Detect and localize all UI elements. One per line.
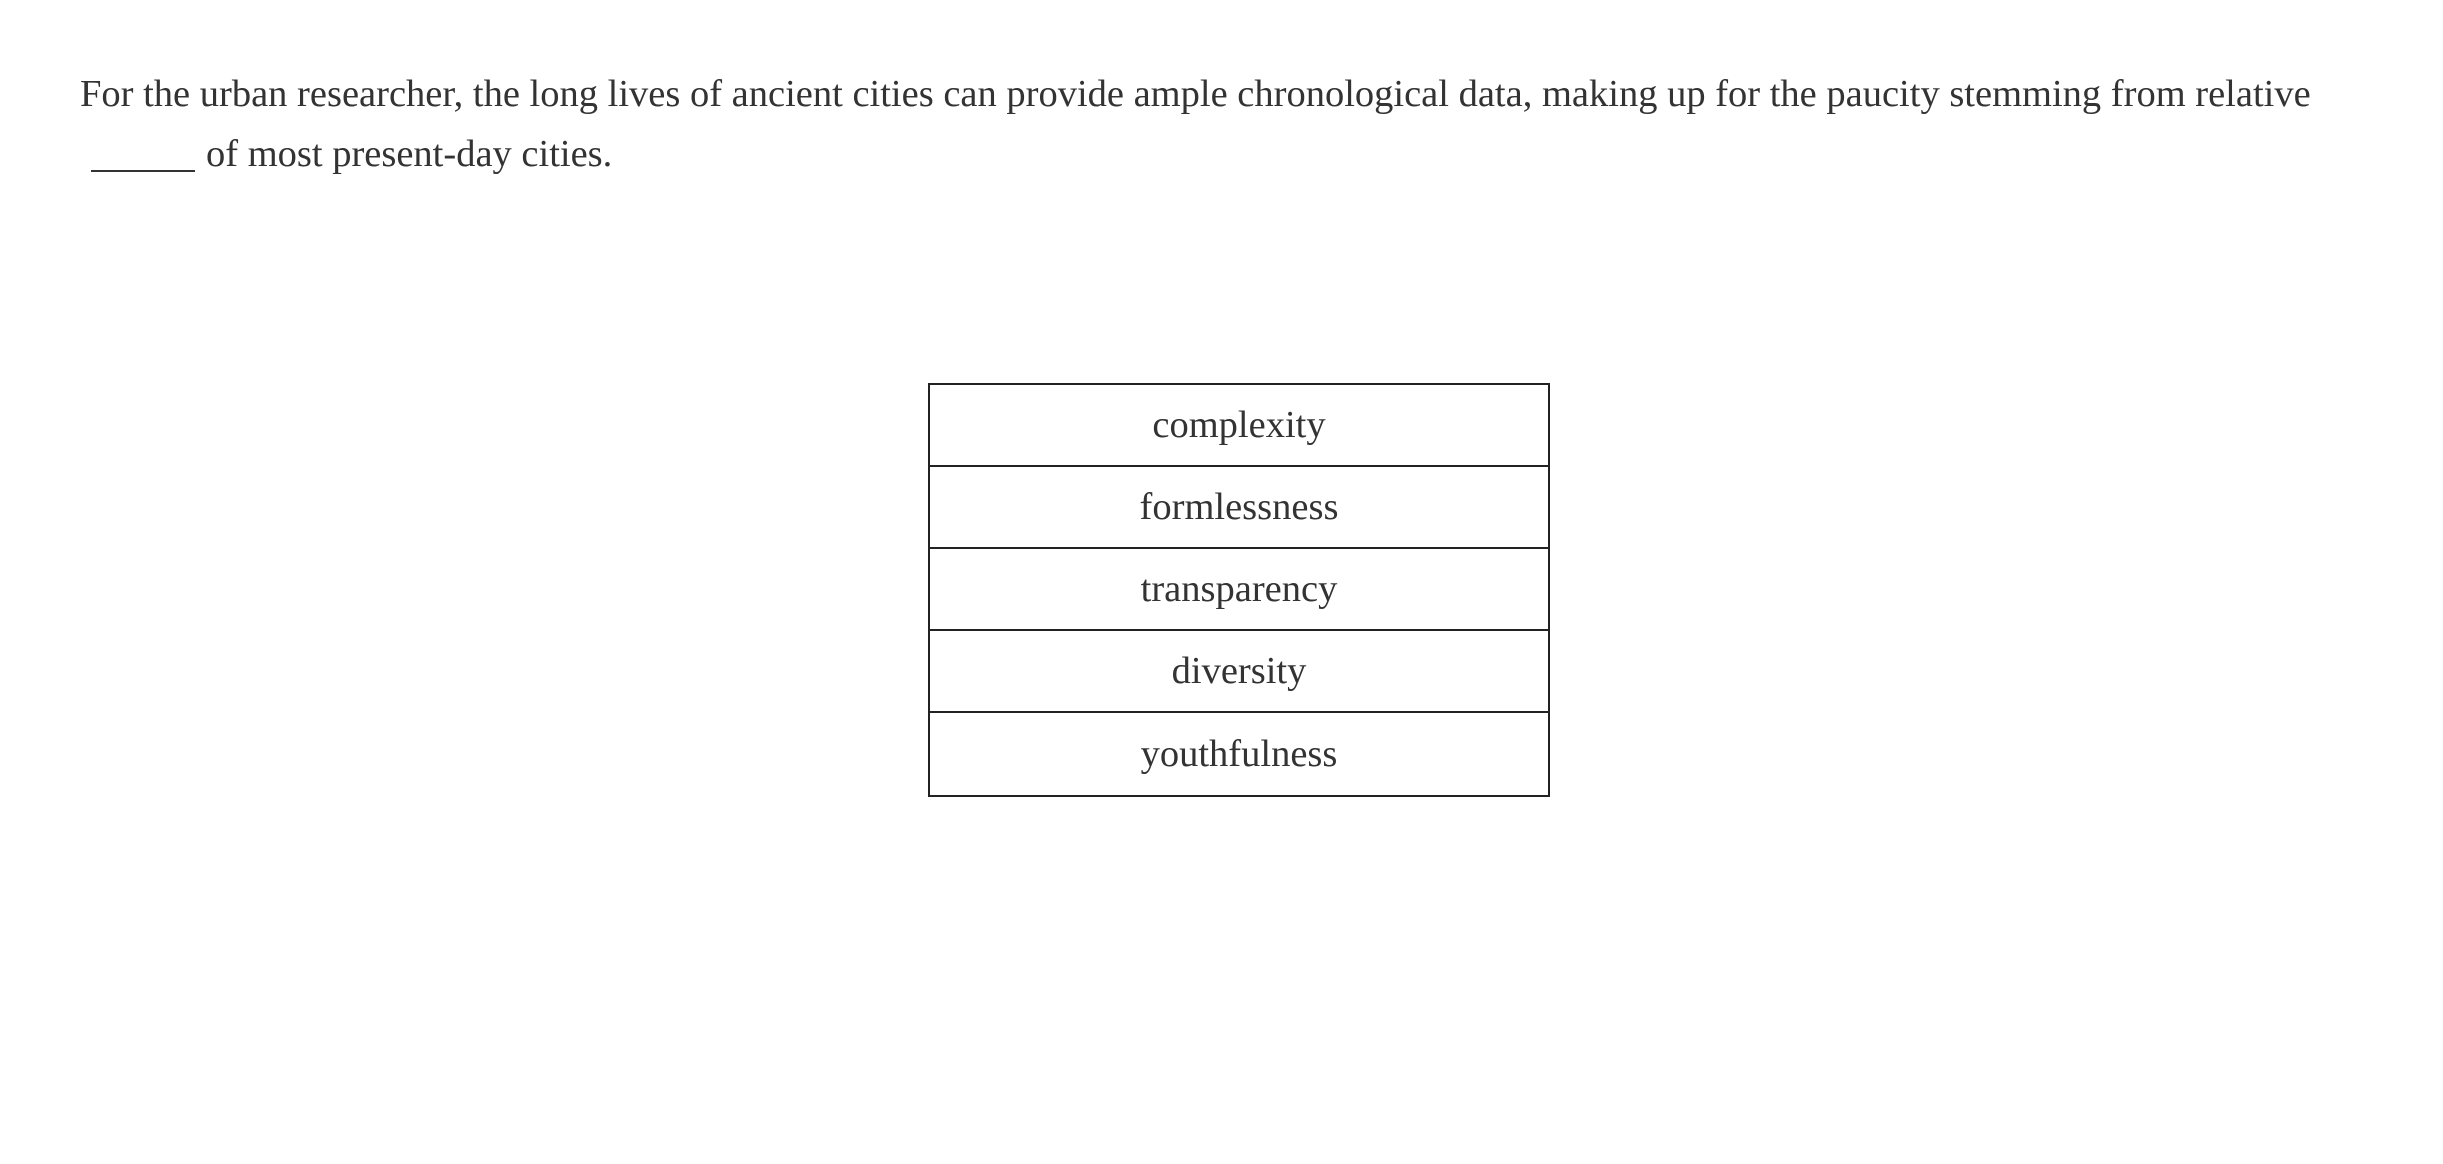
question-text: [80, 64, 2380, 184]
choice-formlessness[interactable]: formlessness: [930, 467, 1548, 549]
choice-diversity[interactable]: diversity: [930, 631, 1548, 713]
answer-blank: [91, 126, 195, 172]
choice-transparency[interactable]: transparency: [930, 549, 1548, 631]
choice-complexity[interactable]: complexity: [930, 385, 1548, 467]
question-text-before: For the urban researcher, the long lives of ancient cities can provide ample chronological data, making up for the paucity stemming from relative: [80, 73, 2311, 115]
choice-youthfulness[interactable]: youthfulness: [930, 713, 1548, 795]
answer-choices-list: [928, 383, 1550, 797]
question-text-after: of most present-day cities.: [206, 133, 613, 175]
